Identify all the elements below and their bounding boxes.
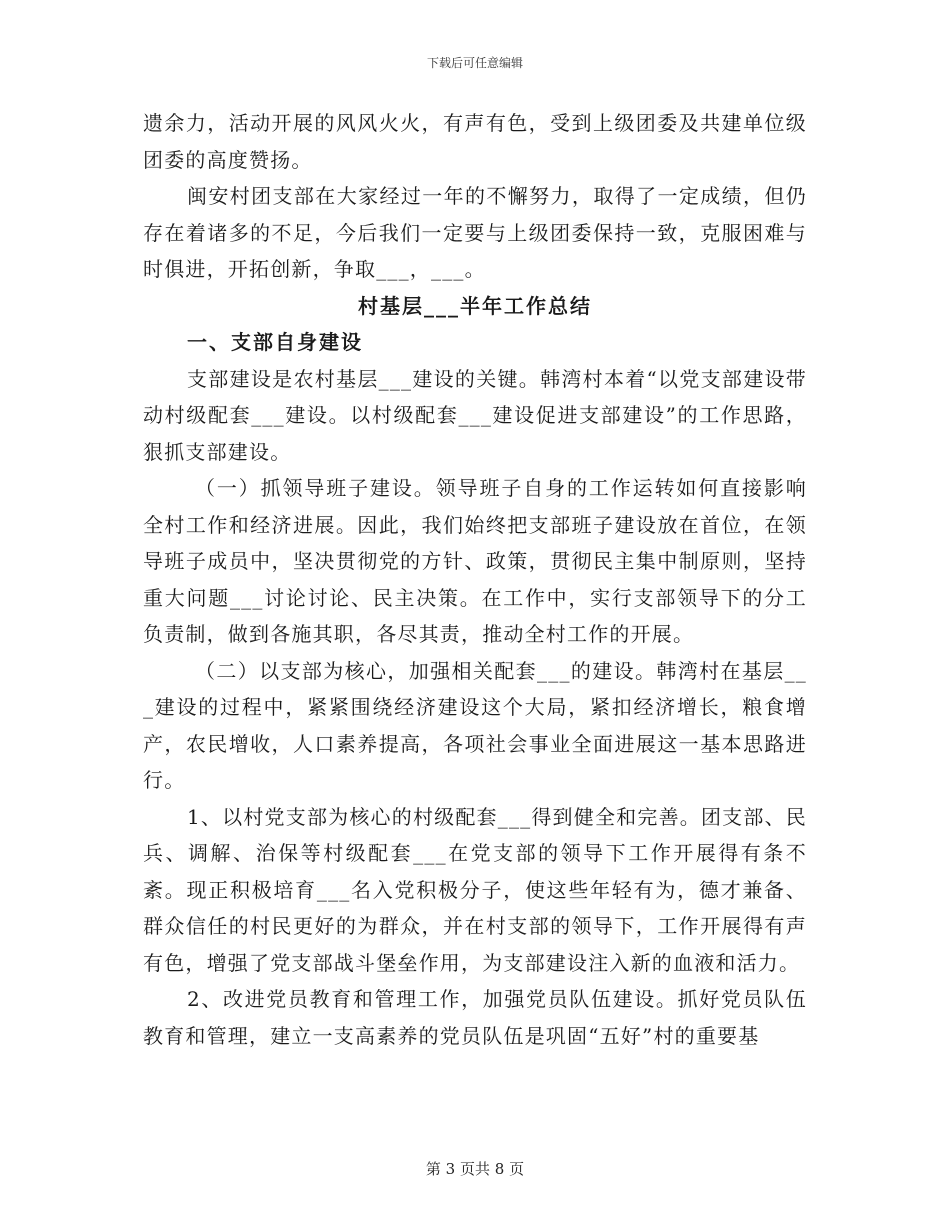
page-number: 第 3 页共 8 页 [425, 1160, 525, 1178]
paragraph-branch-construction: 支部建设是农村基层___建设的关键。韩湾村本着“以党支部建设带动村级配套___建设。以村级配套___建设促进支部建设”的工作思路，狠抓支部建设。 [143, 366, 807, 464]
paragraph-item-1: 1、以村党支部为核心的村级配套___得到健全和完善。团支部、民兵、调解、治保等村级配套___在党支部的领导下工作开展得有条不紊。现正积极培育___名入党积极分子，使这些年轻有为，德才兼备、群众信任的村民更好的为群众，并在村支部的领导下，工作开展得有声有色，增强了党支部战斗堡垒作用，为支部建设注入新的血液和活力。 [143, 804, 807, 975]
page-header: 下载后可任意编辑 [426, 56, 523, 70]
paragraph-core-support: （二）以支部为核心，加强相关配套___的建设。韩湾村在基层___建设的过程中，紧紧围绕经济建设这个大局，紧扣经济增长，粮食增产，农民增收，人口素养提高，各项社会事业全面进展这一基本思路进行。 [143, 658, 807, 792]
paragraph-leadership: （一）抓领导班子建设。领导班子自身的工作运转如何直接影响全村工作和经济进展。因此，我们始终把支部班子建设放在首位，在领导班子成员中，坚决贯彻党的方针、政策，贯彻民主集中制原则，坚持重大问题___讨论讨论、民主决策。在工作中，实行支部领导下的分工负责制，做到各施其职，各尽其责，推动全村工作的开展。 [143, 476, 807, 646]
paragraph-summary: 闽安村团支部在大家经过一年的不懈努力，取得了一定成绩，但仍存在着诸多的不足，今后我们一定要与上级团委保持一致，克服困难与时俱进，开拓创新，争取___，___。 [143, 184, 807, 281]
section-heading-1: 一、支部自身建设 [187, 330, 363, 354]
paragraph-item-2: 2、改进党员教育和管理工作，加强党员队伍建设。抓好党员队伍教育和管理，建立一支高素养的党员队伍是巩固“五好”村的重要基 [143, 987, 807, 1048]
document-body [143, 105, 807, 1054]
paragraph-continuation: 遗余力，活动开展的风风火火，有声有色，受到上级团委及共建单位级团委的高度赞扬。 [143, 111, 807, 172]
document-title: 村基层___半年工作总结 [358, 293, 592, 318]
